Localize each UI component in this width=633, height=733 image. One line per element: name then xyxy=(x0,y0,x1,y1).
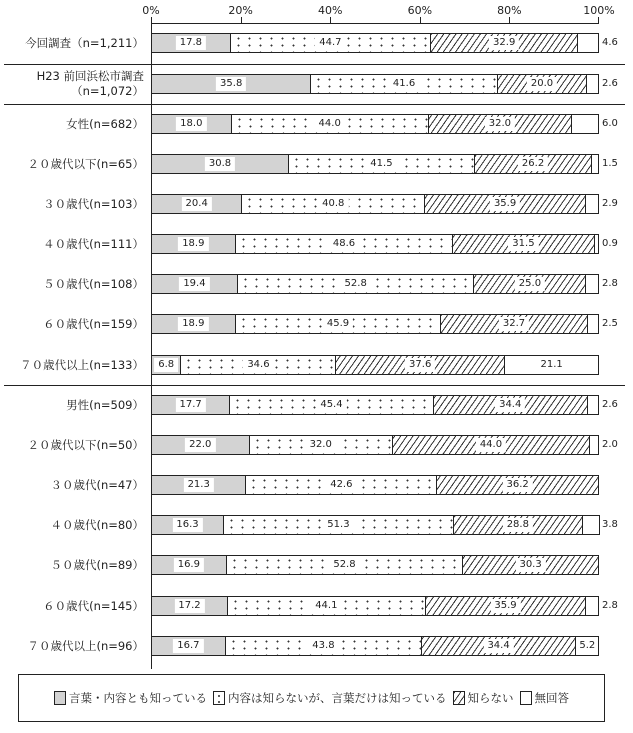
bar-segment-word-only xyxy=(181,355,336,375)
row-label-line: （n=1,072） xyxy=(71,84,144,98)
bar-segment-no-answer xyxy=(586,274,599,294)
stacked-bar xyxy=(151,314,599,334)
row-label-line: ６０歳代(n=159） xyxy=(43,316,144,331)
bar-segment-word-only xyxy=(224,515,454,535)
bar-segment-no-answer xyxy=(595,234,599,254)
segment-value-label: 30.3 xyxy=(515,558,545,572)
segment-value-label: 6.8 xyxy=(154,358,178,372)
segment-value-label: 18.9 xyxy=(178,317,208,331)
bar-segment-known xyxy=(151,395,230,415)
row-label xyxy=(43,277,144,292)
x-tick-label: 60% xyxy=(407,4,433,17)
row-label xyxy=(43,317,144,332)
row-label-line: ５０歳代(n=89） xyxy=(50,557,144,572)
bar-segment-known xyxy=(151,234,236,254)
bar-segment-word-only xyxy=(230,395,433,415)
segment-value-label: 18.9 xyxy=(178,237,208,251)
segment-value-label: 45.4 xyxy=(316,398,346,412)
row-label-line: 今回調査（n=1,211） xyxy=(25,35,144,50)
bar-segment-known xyxy=(151,274,238,294)
legend-item xyxy=(520,690,570,706)
stacked-bar xyxy=(151,74,599,94)
bar-segment-word-only xyxy=(226,636,422,656)
segment-value-label: 32.0 xyxy=(485,117,515,131)
segment-value-label: 5.2 xyxy=(579,640,596,651)
no-answer-value-label: 2.6 xyxy=(602,399,618,410)
chart-legend xyxy=(18,674,605,722)
row-label xyxy=(20,358,144,373)
no-answer-value-label: 2.8 xyxy=(602,278,618,289)
segment-value-label: 52.8 xyxy=(329,558,359,572)
segment-value-label: 20.4 xyxy=(182,197,212,211)
bar-segment-known xyxy=(151,475,246,495)
bar-segment-unknown xyxy=(422,636,576,656)
row-label xyxy=(50,558,144,573)
legend-label: 言葉・内容とも知っている xyxy=(69,691,207,705)
bar-segment-unknown xyxy=(475,154,592,174)
bar-segment-no-answer xyxy=(587,74,599,94)
segment-value-label: 17.2 xyxy=(174,599,204,613)
segment-value-label: 17.7 xyxy=(176,398,206,412)
bar-segment-word-only xyxy=(311,74,497,94)
row-label-line: ５０歳代(n=108） xyxy=(43,276,144,291)
legend-item xyxy=(213,690,447,706)
legend-swatch-icon xyxy=(213,691,225,705)
segment-value-label: 19.4 xyxy=(179,277,209,291)
row-label xyxy=(27,157,144,172)
segment-value-label: 26.2 xyxy=(518,157,548,171)
row-label xyxy=(27,438,144,453)
segment-value-label: 20.0 xyxy=(527,77,557,91)
bar-segment-unknown xyxy=(498,74,588,94)
bar-segment-known xyxy=(151,555,227,575)
segment-value-label: 44.7 xyxy=(315,36,345,50)
segment-value-label: 16.3 xyxy=(172,518,202,532)
segment-value-label: 41.6 xyxy=(389,77,419,91)
row-label xyxy=(50,518,144,533)
segment-value-label: 35.9 xyxy=(490,599,520,613)
row-label-line: ２０歳代以下(n=50） xyxy=(27,437,144,452)
legend-swatch-icon xyxy=(54,691,66,705)
bar-segment-word-only xyxy=(289,154,475,174)
segment-value-label: 32.7 xyxy=(499,317,529,331)
row-label xyxy=(25,36,144,51)
row-label xyxy=(43,599,144,614)
bar-segment-no-answer xyxy=(592,154,599,174)
bar-segment-known xyxy=(151,515,224,535)
no-answer-value-label: 0.9 xyxy=(602,238,618,249)
legend-item xyxy=(54,690,207,706)
bar-segment-word-only xyxy=(250,435,393,455)
bar-segment-known xyxy=(151,636,226,656)
bar-segment-unknown xyxy=(453,234,594,254)
no-answer-value-label: 6.0 xyxy=(602,118,618,129)
bar-segment-known xyxy=(151,154,289,174)
legend-item xyxy=(453,690,514,706)
bar-segment-word-only xyxy=(242,194,425,214)
bar-segment-unknown xyxy=(463,555,599,575)
stacked-bar xyxy=(151,636,599,656)
stacked-bar xyxy=(151,555,599,575)
row-label xyxy=(50,478,144,493)
no-answer-value-label: 4.6 xyxy=(602,37,618,48)
segment-value-label: 21.3 xyxy=(184,478,214,492)
segment-value-label: 45.9 xyxy=(323,317,353,331)
bar-segment-unknown xyxy=(393,435,590,455)
segment-value-label: 21.1 xyxy=(537,358,567,372)
bar-segment-unknown xyxy=(434,395,588,415)
segment-value-label: 35.8 xyxy=(216,77,246,91)
segment-value-label: 43.8 xyxy=(308,639,338,653)
legend-swatch-icon xyxy=(520,691,532,705)
segment-value-label: 37.6 xyxy=(405,358,435,372)
segment-value-label: 41.5 xyxy=(366,157,396,171)
section-divider xyxy=(4,385,625,386)
bar-segment-no-answer xyxy=(578,33,599,53)
row-label-line: H23 前回浜松市調査 xyxy=(36,69,144,83)
bar-segment-word-only xyxy=(228,596,426,616)
stacked-bar xyxy=(151,114,599,134)
row-label xyxy=(43,197,144,212)
bar-segment-unknown xyxy=(474,274,586,294)
segment-value-label: 44.1 xyxy=(311,599,341,613)
bar-segment-no-answer xyxy=(588,314,599,334)
legend-swatch-icon xyxy=(453,691,465,705)
segment-value-label: 17.8 xyxy=(176,36,206,50)
segment-value-label: 18.0 xyxy=(176,117,206,131)
no-answer-value-label: 2.9 xyxy=(602,198,618,209)
row-label xyxy=(43,237,144,252)
segment-value-label: 30.8 xyxy=(205,157,235,171)
bar-segment-word-only xyxy=(238,274,475,294)
row-label-line: ２０歳代以下(n=65） xyxy=(27,156,144,171)
row-label-line: ６０歳代(n=145） xyxy=(43,598,144,613)
segment-value-label: 36.2 xyxy=(502,478,532,492)
row-label xyxy=(66,398,144,413)
section-divider xyxy=(4,104,625,105)
segment-value-label: 52.8 xyxy=(341,277,371,291)
bar-segment-word-only xyxy=(232,114,429,134)
row-label-line: ７０歳代以上(n=96） xyxy=(27,638,144,653)
stacked-bar xyxy=(151,475,599,495)
no-answer-value-label: 3.8 xyxy=(602,519,618,530)
bar-segment-known xyxy=(151,355,181,375)
segment-value-label: 34.6 xyxy=(243,358,273,372)
bar-segment-word-only xyxy=(231,33,431,53)
bar-segment-known xyxy=(151,74,311,94)
segment-value-label: 32.0 xyxy=(306,438,336,452)
bar-segment-unknown xyxy=(425,194,586,214)
segment-value-label: 42.6 xyxy=(326,478,356,492)
stacked-bar xyxy=(151,355,599,375)
bar-segment-unknown xyxy=(429,114,572,134)
row-label-line: 女性(n=682） xyxy=(66,116,144,131)
bar-segment-known xyxy=(151,596,228,616)
bar-segment-known xyxy=(151,114,232,134)
bar-segment-no-answer xyxy=(590,435,599,455)
stacked-bar xyxy=(151,33,599,53)
segment-value-label: 25.0 xyxy=(515,277,545,291)
row-label xyxy=(66,117,144,132)
segment-value-label: 22.0 xyxy=(185,438,215,452)
no-answer-value-label: 2.6 xyxy=(602,78,618,89)
bar-segment-word-only xyxy=(246,475,437,495)
bar-segment-unknown xyxy=(437,475,599,495)
segment-value-label: 34.4 xyxy=(483,639,513,653)
bar-segment-no-answer xyxy=(586,194,599,214)
no-answer-value-label: 2.8 xyxy=(602,600,618,611)
legend-label: 知らない xyxy=(467,691,514,705)
row-label xyxy=(27,639,144,654)
segment-value-label: 16.7 xyxy=(173,639,203,653)
segment-value-label: 35.9 xyxy=(490,197,520,211)
legend-label: 内容は知らないが、言葉だけは知っている xyxy=(228,691,447,705)
bar-segment-no-answer xyxy=(583,515,600,535)
no-answer-value-label: 1.5 xyxy=(602,158,618,169)
x-tick-label: 40% xyxy=(317,4,343,17)
stacked-bar xyxy=(151,515,600,535)
row-label-line: ７０歳代以上(n=133） xyxy=(20,357,144,372)
segment-value-label: 31.5 xyxy=(508,237,538,251)
bar-segment-word-only xyxy=(227,555,464,575)
bar-segment-unknown xyxy=(336,355,504,375)
row-label-line: ４０歳代(n=111） xyxy=(43,236,144,251)
stacked-bar xyxy=(151,274,599,294)
segment-value-label: 28.8 xyxy=(503,518,533,532)
no-answer-value-label: 2.5 xyxy=(602,318,618,329)
bar-segment-no-answer xyxy=(505,355,600,375)
bar-segment-unknown xyxy=(431,33,578,53)
x-tick-label: 0% xyxy=(142,4,160,17)
bar-segment-word-only xyxy=(236,234,454,254)
bar-segment-known xyxy=(151,33,231,53)
bar-segment-known xyxy=(151,194,242,214)
segment-value-label: 16.9 xyxy=(174,558,204,572)
bar-segment-unknown xyxy=(454,515,583,535)
segment-value-label: 44.0 xyxy=(476,438,506,452)
bar-segment-no-answer xyxy=(588,395,600,415)
segment-value-label: 48.6 xyxy=(329,237,359,251)
bar-segment-known xyxy=(151,435,250,455)
section-divider xyxy=(4,64,625,65)
stacked-bar xyxy=(151,596,599,616)
x-tick-label: 20% xyxy=(228,4,253,17)
legend-label: 無回答 xyxy=(534,691,569,705)
bar-segment-unknown xyxy=(426,596,587,616)
row-label-line: 男性(n=509） xyxy=(66,397,144,412)
bar-segment-known xyxy=(151,314,236,334)
x-axis-line xyxy=(151,23,599,24)
row-label-line: ４０歳代(n=80） xyxy=(50,517,144,532)
segment-value-label: 32.9 xyxy=(489,36,519,50)
bar-segment-unknown xyxy=(441,314,587,334)
stacked-bar xyxy=(151,234,599,254)
stacked-bar xyxy=(151,435,599,455)
stacked-bar xyxy=(151,395,599,415)
bar-segment-word-only xyxy=(236,314,442,334)
bar-segment-no-answer xyxy=(586,596,599,616)
row-label-line: ３０歳代(n=47） xyxy=(50,477,144,492)
stacked-bar xyxy=(151,194,599,214)
x-tick-label: 100% xyxy=(583,4,615,17)
segment-value-label: 34.4 xyxy=(495,398,525,412)
bar-segment-no-answer xyxy=(572,114,599,134)
no-answer-value-label: 2.0 xyxy=(602,439,618,450)
segment-value-label: 40.8 xyxy=(318,197,348,211)
segment-value-label: 44.0 xyxy=(315,117,345,131)
x-tick-label: 80% xyxy=(497,4,522,17)
row-label-line: ３０歳代(n=103） xyxy=(43,196,144,211)
stacked-bar xyxy=(151,154,599,174)
bar-segment-no-answer xyxy=(576,636,599,656)
row-label xyxy=(37,69,144,99)
segment-value-label: 51.3 xyxy=(323,518,353,532)
